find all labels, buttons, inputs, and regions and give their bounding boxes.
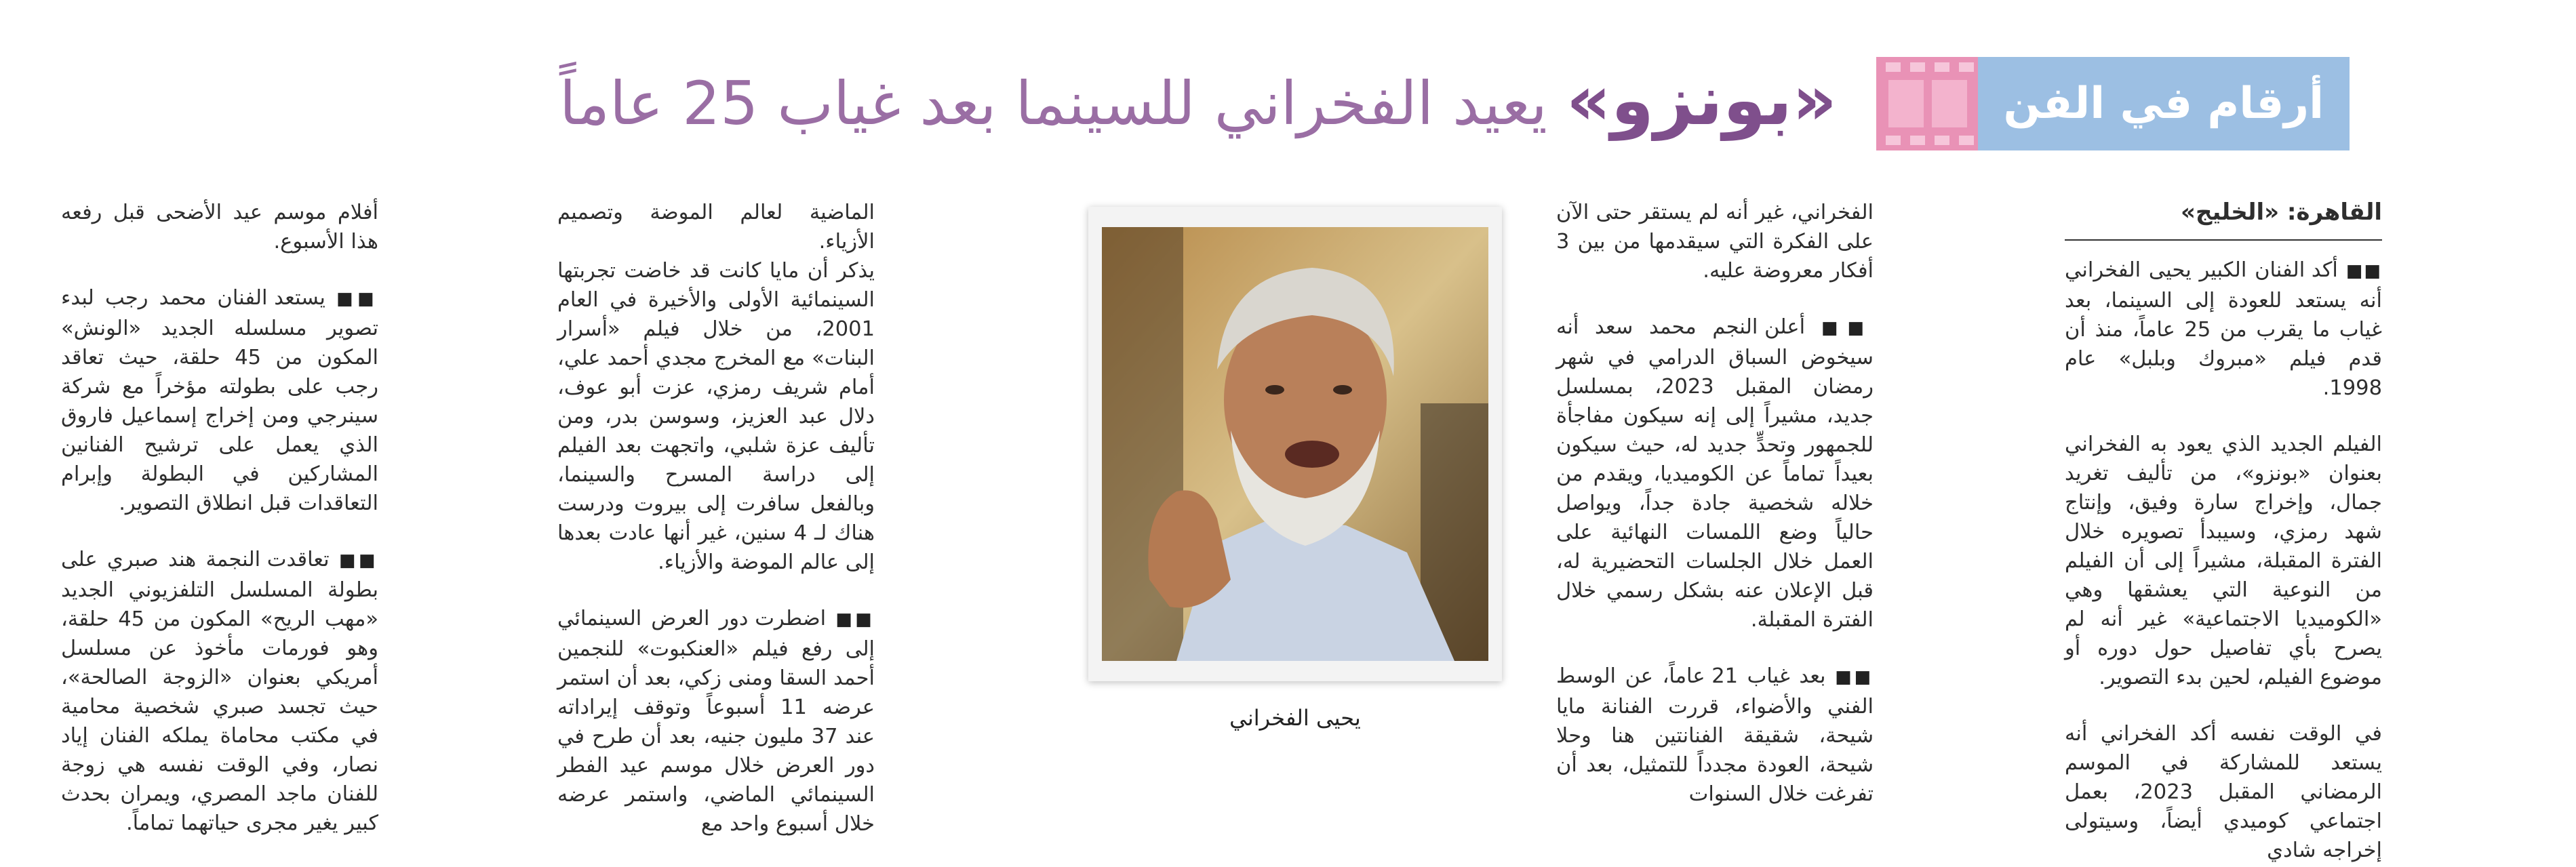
bullet-icon: ■■ (835, 609, 875, 630)
bullet-icon: ■■ (336, 289, 379, 309)
article-photo (1088, 207, 1502, 681)
article-column-4 (61, 198, 379, 835)
dateline-divider (2065, 239, 2382, 241)
bullet-icon: ■■ (1835, 667, 1874, 687)
film-strip-icon (1876, 57, 1978, 150)
paragraph: ■■ بعد غياب 21 عاماً، عن الوسط الفني والأضواء، قررت الفنانة مايا شيحة، شقيقة الفنانتين هنا وحلا شيحة، العودة مجدداً للتمثيل، بعد أن تفرغت خلال السنوات (1556, 664, 1874, 806)
section-tag (1876, 57, 2350, 150)
paragraph: في الوقت نفسه أكد الفخراني أنه يستعد للمشاركة في الموسم الرمضاني المقبل 2023، بعمل اجتماعي كوميدي أيضاً، وسيتولى إخراجه شادي (2065, 722, 2382, 862)
paragraph: الفخراني، غير أنه لم يستقر حتى الآن على الفكرة التي سيقدمها من بين 3 أفكار معروضة عليه. (1556, 201, 1874, 283)
paragraph: ■■ تعاقدت النجمة هند صبري على بطولة المسلسل التلفزيوني الجديد «مهب الريح» المكون من 45 حلقة، وهو فورمات مأخوذ عن مسلسل أمريكي بعنوان «الزوجة الصالحة»، حيث تجسد صبري شخصية محامية في مكتب محاماة يملكه الفنان إياد نصار، وفي الوقت نفسه هي زوجة للفنان ماجد المصري، ويمران بحدث كبير يغير مجرى حياتهما تماماً. (61, 548, 378, 835)
portrait-image (1102, 227, 1488, 661)
bullet-icon: ■■ (338, 550, 378, 571)
paragraph: ■■ أكد الفنان الكبير يحيى الفخراني أنه يستعد للعودة إلى السينما، بعد غياب ما يقرب من 25 عاماً، منذ أن قدم فيلم «مبروك وبلبل» عام 1998. (2065, 258, 2382, 400)
bullet-icon: ■■ (2345, 261, 2382, 281)
paragraph: أفلام موسم عيد الأضحى قبل رفعه هذا الأسبوع. (61, 201, 378, 254)
article-column-2 (1556, 198, 1874, 822)
article-column-3 (557, 198, 875, 836)
paragraph: يذكر أن مايا كانت قد خاضت تجربتها السينمائية الأولى والأخيرة في العام 2001، من خلال فيلم «أسرار البنات» مع المخرج مجدي أحمد علي، أمام شريف رمزي، عزت أبو عوف، دلال عبد العزيز، وسوسن بدر، ومن تأليف عزة شلبي، واتجهت بعد الفيلم إلى دراسة المسرح والسينما، وبالفعل سافرت إلى بيروت ودرست هناك لـ 4 سنين، غير أنها عادت بعدها إلى عالم الموضة والأزياء. (557, 259, 875, 574)
paragraph: الفيلم الجديد الذي يعود به الفخراني بعنوان «بونزو»، من تأليف تغريد جمال، وإخراج سارة وفيق، وإنتاج شهد رمزي، وسيبدأ تصويره خلال الفترة المقبلة، مشيراً إلى أن الفيلم من النوعية التي يعشقها وهي «الكوميديا الاجتماعية» غير أنه لم يصرح بأي تفاصيل حول دوره أو موضوع الفيلم، لحين بدء التصوير. (2065, 432, 2382, 689)
paragraph: ■■ يستعد الفنان محمد رجب لبدء تصوير مسلسله الجديد «الونش» المكون من 45 حلقة، حيث تعاقد رجب على بطولته مؤخراً مع شركة سينرجي ومن إخراج إسماعيل فاروق الذي يعمل على ترشيح الفنانين المشاركين في البطولة وإبرام التعاقدات قبل انطلاق التصوير. (61, 286, 379, 515)
section-tag-label: أرقام في الفن (2003, 79, 2324, 129)
headline-film-title: «بونزو» (1566, 60, 1837, 141)
headline-text: يعيد الفخراني للسينما بعد غياب 25 عاماً (559, 68, 1566, 138)
paragraph: ■■ اضطرت دور العرض السينمائي إلى رفع فيلم «العنكبوت» للنجمين أحمد السقا ومنى زكي، بعد أن استمر عرضه 11 أسبوعاً وتوقف إيراداته عند 37 مليون جنيه، بعد أن طرح في دور العرض خلال موسم عيد الفطر السينمائي الماضي، واستمر عرضه خلال أسبوع واحد مع (557, 607, 875, 836)
photo-caption: يحيى الفخراني (1229, 705, 1361, 731)
article-headline (559, 50, 1837, 152)
dateline: القاهرة: «الخليج» (2180, 199, 2382, 226)
bullet-icon: ■■ (1821, 318, 1874, 338)
article-column-1 (2065, 198, 2382, 862)
paragraph: ■■ أعلن النجم محمد سعد أنه سيخوض السباق الدرامي في شهر رمضان المقبل 2023، بمسلسل جديد، مشيراً إلى إنه سيكون مفاجأة للجمهور وتحدٍّ جديد له، حيث سيكون بعيداً تماماً عن الكوميديا، ويقدم من خلاله شخصية جادة جداً، ويواصل حالياً وضع اللمسات النهائية على العمل خلال الجلسات التحضيرية له، قبل الإعلان عنه بشكل رسمي خلال الفترة المقبلة. (1556, 315, 1874, 632)
paragraph: الماضية لعالم الموضة وتصميم الأزياء. (557, 201, 875, 254)
